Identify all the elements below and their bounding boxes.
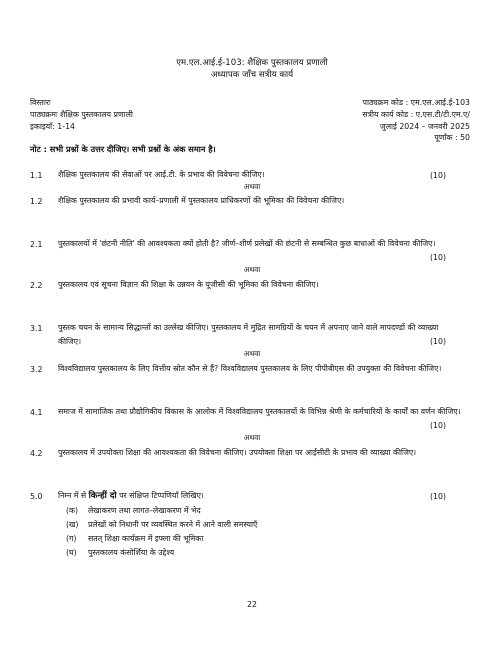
instructions-note: नोट : सभी प्रश्नों के उत्तर दीजिए। सभी प्रश्नों के अंक समान है। — [30, 144, 216, 154]
question-number: 1.1 — [30, 171, 43, 180]
question-text — [58, 489, 462, 504]
course-title: एम.एल.आई.ई-103: शैक्षिक पुस्तकालय प्रणाली — [176, 58, 328, 68]
or-divider: अथवा — [243, 265, 261, 274]
question-text-part: निम्न में से — [58, 491, 89, 500]
question-text-emphasis: किन्हीं दो — [88, 491, 117, 501]
sub-item — [66, 505, 201, 516]
question-marks: (10) — [429, 253, 446, 262]
question-number: 3.1 — [30, 324, 43, 333]
sub-item-text: प्रलेखों को निधानी पर व्यवस्थित करने में आने वाली समस्याएँ — [88, 520, 258, 529]
sub-item — [66, 533, 203, 544]
question-number: 2.2 — [30, 281, 43, 290]
question-text: शैक्षिक पुस्तकालय की प्रभावी कार्य–प्रणाली में पुस्तकालय प्राधिकरणों की भूमिका की विवेचना कीजिए। — [58, 196, 345, 205]
sub-item-label: (क) — [66, 506, 79, 515]
sub-item-text: पुस्तकालय कंसोर्शिया के उद्देश्य — [88, 548, 175, 557]
question-text-part: पर संक्षिप्त टिप्पणियाँ लिखिए। — [116, 491, 204, 500]
page-number: 22 — [247, 600, 257, 609]
question-text: समाज में सामाजिक तथा प्रौद्योगिकीय विकास के आलोक में विश्वविद्यालय पुस्तकालयों के विभिन्न श्रेणी के कर्मचारियों के कार्यों का वर्णन कीजिए। — [58, 407, 461, 416]
question-marks: (10) — [429, 337, 446, 346]
question-text: पुस्तकालय एवं सूचना विज्ञान की शिक्षा के उन्नयन के यूजीसी की भूमिका की विवेचना कीजिए। — [58, 280, 319, 289]
meta-scope: विस्तारः — [30, 98, 51, 107]
question-number: 3.2 — [30, 365, 43, 374]
question-number: 5.0 — [30, 492, 43, 501]
or-divider: अथवा — [243, 349, 261, 358]
sub-item — [66, 547, 174, 558]
question-text: विश्वविद्यालय पुस्तकालय के लिए वित्तीय स्रोत कौन से हैं? विश्वविद्यालय पुस्तकालय के लिए पीपीबीएस की उपयुक्ता की विवेचना कीजिए। — [58, 364, 442, 373]
meta-max-marks: पूर्णांक : 50 — [434, 133, 470, 142]
question-marks: (10) — [429, 421, 446, 430]
sub-item-label: (ग) — [66, 534, 77, 543]
or-divider: अथवा — [243, 182, 261, 191]
question-text: पुस्तकालयों में 'छंटनी नीति' की आवश्यकता क्यों होती है? जीर्ण–शीर्ण प्रलेखों की छंटनी से सम्बन्धित कुछ बाधाओं की विवेचना कीजिए। — [58, 239, 436, 248]
meta-course: पाठ्यक्रमः शैक्षिक पुस्तकालय प्रणाली — [30, 110, 133, 119]
question-number: 4.1 — [30, 408, 43, 417]
question-marks: (10) — [429, 171, 446, 180]
or-divider: अथवा — [243, 433, 261, 442]
question-marks: (10) — [429, 492, 446, 501]
question-number: 2.1 — [30, 240, 43, 249]
question-number: 4.2 — [30, 449, 43, 458]
question-number: 1.2 — [30, 197, 43, 206]
meta-units: इकाइयाँ: 1-14 — [30, 122, 76, 131]
sub-item-label: (घ) — [66, 548, 77, 557]
sub-item-label: (ख) — [66, 520, 79, 529]
meta-session: जुलाई 2024 – जनवरी 2025 — [379, 122, 470, 131]
question-text: पुस्तकालय में उपयोक्ता शिक्षा की आवश्यकता की विवेचना कीजिए। उपयोक्ता शिक्षा पर आईसीटी के प्रभाव की व्याख्या कीजिए। — [58, 448, 417, 457]
sub-item — [66, 519, 257, 530]
question-text: शैक्षिक पुस्तकालय की सेवाओं पर आई.टी. के प्रभाव की विवेचना कीजिए। — [58, 170, 265, 179]
meta-course-code: पाठ्यक्रम कोड : एम.एल.आई.ई-103 — [362, 98, 470, 107]
sub-item-text: सतत् शिक्षा कार्यक्रम में इफ्ला की भूमिका — [88, 534, 204, 543]
meta-assignment-code: सत्रीय कार्य कोड : ए.एस.टी/टी.एम.ए/ — [362, 110, 470, 119]
assignment-subtitle: अध्यापक जाँच सत्रीय कार्य — [210, 70, 294, 80]
question-text: पुस्तक चयन के सामान्य सिद्धान्तों का उल्लेख कीजिए। पुस्तकालय में मुद्रित सामग्रियों के चयन में अपनाए जाने वाले मापदण्डों की व्याख्या कीजिए। — [58, 323, 439, 346]
sub-item-text: लेखाकरण तथा लागत–लेखाकरण में भेद — [88, 506, 201, 515]
